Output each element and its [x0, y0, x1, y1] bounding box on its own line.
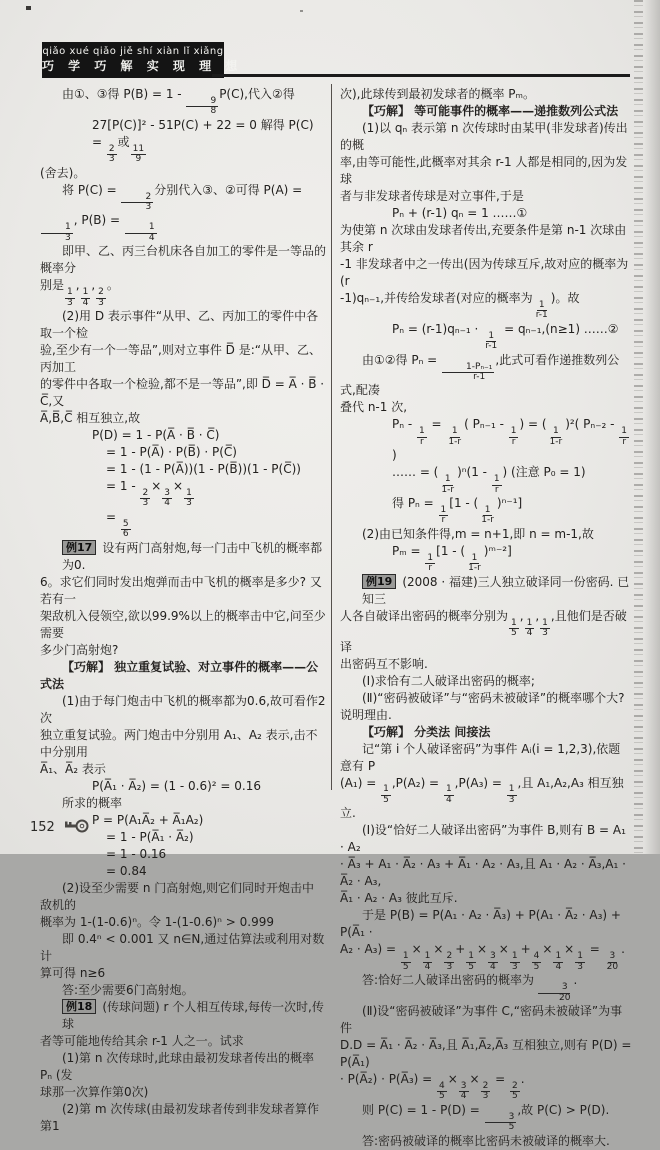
text-line: (Ⅰ)设“恰好二人破译出密码”为事件 B,则有 B = A₁ · A₂	[340, 823, 626, 855]
fraction: $\frac{2}{3}$	[446, 951, 453, 972]
text-line: -1 非发球者中之一传出(因为传球互斥,故对应的概率为(r	[340, 257, 629, 288]
header-rule	[212, 74, 630, 77]
text-line: 的零件中各取一个检验,都不是一等品”,即 D̅ = A̅ · B̅ · C̅,又	[40, 377, 325, 409]
fraction: $\frac{1}{4}$	[445, 784, 452, 805]
fraction: $\frac{2}{3}$	[482, 1080, 489, 1102]
fraction: $\frac{1}{1-r}$	[468, 552, 481, 574]
fraction: $\frac{1}{5}$	[511, 617, 517, 639]
text-line: 概率为 1-(1-0.6)ⁿ。令 1-(1-0.6)ⁿ > 0.999	[40, 914, 274, 929]
text-line: 独立重复试验。两门炮击中分别用 A₁、A₂ 表示,击不中分别用	[40, 727, 318, 759]
text-line: 多少门高射炮?	[40, 642, 119, 657]
text-line: 则 P(C) = 1 - P(D) = $\frac{3}{5}$ ,故 P(C) > P(D).	[362, 1102, 610, 1133]
text-line: = $\frac{5}{6}$	[106, 509, 129, 540]
text-line: 所求的概率	[62, 795, 123, 810]
text-line: 即 0.4ⁿ < 0.001 又 n∈N,通过估算法或利用对数计	[40, 931, 325, 963]
text-line: · P(A̅₂) · P(A̅₃) = $\frac{4}{5}$ × $\frac{3}{4}$ × $\frac{2}{3}$ = $\frac{2}{5}$ .	[340, 1071, 525, 1102]
text-line: A̅₁、A̅₂ 表示	[40, 761, 106, 776]
fraction: $\frac{3}{4}$	[164, 488, 170, 509]
text-line: (Ⅱ)设“密码被破译”为事件 C,“密码未被破译”为事件	[340, 1003, 623, 1035]
text-line: 即甲、乙、丙三台机床各自加工的零件是一等品的概率分	[40, 244, 327, 276]
example-label: 例17	[62, 540, 96, 555]
text-line: (1)第 n 次传球时,此球由最初发球者传出的概率 Pₙ (发	[40, 1050, 315, 1082]
fraction: $\frac{4}{5}$	[439, 1080, 445, 1102]
fraction: $\frac{3}{20}$	[606, 951, 619, 972]
fraction: $\frac{1}{r}$	[493, 474, 500, 495]
chapter-header-banner	[42, 42, 243, 78]
text-line: (1)由于每门炮击中飞机的概率都为0.6,故可看作2次	[40, 693, 326, 725]
page-edge-shadow	[644, 0, 660, 854]
text-line: 6。求它们同时发出炮弹而击中飞机的概率是多少? 又若有一	[40, 574, 322, 606]
text-line: P(D) = 1 - P(A̅ · B̅ · C̅)	[92, 428, 220, 443]
example-line: 例19 (2008 · 福建)三人独立破译同一份密码. 已知三	[362, 574, 630, 606]
column-divider	[331, 84, 332, 790]
text-line: -1)qₙ₋₁,并传给发球者(对应的概率为 $\frac{1}{r-1}$ )。故	[340, 291, 580, 321]
text-line: (2)设至少需要 n 门高射炮,则它们同时开炮击中敌机的	[40, 880, 315, 912]
fraction: $\frac{1}{5}$	[468, 951, 474, 972]
fraction: $\frac{11}{9}$	[132, 143, 145, 165]
example-label: 例19	[362, 574, 396, 589]
example-label: 例18	[62, 999, 96, 1014]
fraction: $\frac{1}{4}$	[526, 617, 533, 639]
fraction: $\frac{1}{5}$	[402, 951, 409, 972]
fraction: $\frac{2}{3}$	[98, 287, 104, 308]
fraction: $\frac{1}{3}$	[508, 784, 515, 805]
text-line: …… = ( $\frac{1}{1-r}$ )ⁿ(1 - $\frac{1}{r}$ ) (注意 P₀ = 1)	[392, 465, 586, 495]
text-line: 将 P(C) = $\frac{2}{3}$ 分别代入③、②可得 P(A) = $\frac{1}{3}$ , P(B) = $\frac{1}{4}$	[40, 182, 326, 244]
text-line: (2)由已知条件得,m = n+1,即 n = m-1,故	[362, 526, 594, 541]
text-line: = 1 - (1 - P(A̅))(1 - P(B̅))(1 - P(C̅))	[106, 462, 301, 477]
example-line: 例17 设有两门高射炮,每一门击中飞机的概率都为0.	[62, 540, 323, 572]
fraction: $\frac{2}{3}$	[108, 143, 115, 165]
text-line: (1)以 qₙ 表示第 n 次传球时由某甲(非发球者)传出的概	[340, 121, 628, 152]
text-line: = 1 - P(A̅₁ · A̅₂)	[106, 829, 194, 844]
header-pinyin: qiǎo xué qiǎo jiě shí xiàn lǐ xiǎng	[42, 46, 224, 58]
fraction: $\frac{1}{3}$	[542, 617, 548, 639]
text-line: 为使第 n 次球由发球者传出,充要条件是第 n-1 次球由其余 r	[340, 223, 627, 254]
text-line: = 0.84	[106, 863, 147, 878]
fraction: $\frac{1}{4}$	[555, 951, 562, 972]
scan-speck	[300, 10, 303, 12]
text-line: 叠代 n-1 次,	[340, 400, 408, 415]
text-line: = 1 - 0.16	[106, 846, 167, 861]
right-column	[340, 86, 632, 1150]
text-line: (2)用 D 表示事件“从甲、乙、丙加工的零件中各取一个检	[40, 309, 319, 341]
fraction: $\frac{4}{5}$	[533, 951, 540, 972]
text-line: A̅₁ · A₂ · A₃ 彼此互斥.	[340, 891, 458, 906]
text-line: D.D = A̅₁ · A̅₂ · A̅₃,且 A̅₁,A̅₂,A̅₃ 互相独立,则有 P(D) = P(A̅₁)	[340, 1037, 632, 1069]
fraction: $\frac{3}{20}$	[535, 983, 572, 1003]
text-line: 【巧解】 分类法 间接法	[362, 724, 491, 739]
text-line: (A₁) = $\frac{1}{5}$ ,P(A₂) = $\frac{1}{4}$ ,P(A₃) = $\frac{1}{3}$ ,且 A₁,A₂,A₃ 相互独立.	[340, 775, 624, 821]
text-line: = 1 - P(A̅) · P(B̅) · P(C̅)	[106, 445, 237, 460]
fraction: $\frac{1}{1-r}$	[448, 426, 462, 447]
fraction: $\frac{9}{8}$	[186, 97, 218, 117]
fraction: $\frac{1}{1-r}$	[481, 505, 494, 526]
fraction: $\frac{1}{1-r}$	[441, 474, 455, 495]
fraction: $\frac{1}{r-1}$	[535, 299, 548, 321]
text-line: (2)第 m 次传球(由最初发球者传到非发球者算作第1	[40, 1101, 319, 1133]
text-line: 球那一次算作第0次)	[40, 1084, 149, 1099]
scan-noise-band	[634, 0, 643, 854]
page-number: 152	[30, 820, 55, 835]
fraction: $\frac{2}{3}$	[121, 193, 153, 213]
text-line: 率,由等可能性,此概率对其余 r-1 人都是相同的,因为发球	[340, 155, 628, 186]
text-line: Pₙ + (r-1) qₙ = 1 ……①	[392, 206, 528, 220]
text-line: A₂ · A₃) = $\frac{1}{5}$ × $\frac{1}{4}$ × $\frac{2}{3}$ + $\frac{1}{5}$ × $\frac{3}{4}$ × $\frac{1}{3}$ + $\frac{4}{5}$ × $\frac{1}{4}$ × $\frac{1}{3}$ = $\frac{3}{20}$ .	[340, 942, 625, 972]
text-line: 【巧解】 等可能事件的概率——递推数列公式法	[362, 104, 619, 118]
text-line: 答:恰好二人破译出密码的概率为 $\frac{3}{20}$ .	[362, 973, 578, 1003]
text-line: 说明理由.	[340, 707, 392, 722]
text-line: · A̅₃ + A₁ · A̅₂ · A₃ + A̅₁ · A₂ · A₃,且 A₁ · A₂ · A̅₃,A₁ · A̅₂ · A₃,	[340, 857, 626, 889]
text-line: 次),此球传到最初发球者的概率 Pₘ。	[340, 87, 536, 101]
text-line: 答:至少需要6门高射炮。	[62, 982, 194, 997]
left-column	[40, 86, 326, 1135]
fraction: $\frac{3}{5}$	[485, 1113, 517, 1133]
fraction: $\frac{1}{4}$	[82, 287, 89, 308]
fraction: $\frac{1}{r}$	[427, 552, 434, 574]
header-title: 巧 学 巧 解 实 现 理 想	[42, 58, 243, 73]
text-line: 人各自破译出密码的概率分别为 $\frac{1}{5}$ , $\frac{1}{4}$ , $\frac{1}{3}$ ,且他们是否破译	[340, 608, 627, 654]
key-logo-icon	[63, 818, 89, 837]
fraction: $\frac{1}{1-r}$	[549, 426, 563, 447]
fraction: $\frac{1}{r-1}$	[485, 330, 498, 352]
text-line: 出密码互不影响.	[340, 656, 428, 671]
text-line: 于是 P(B) = P(A₁ · A₂ · A̅₃) + P(A₁ · A̅₂ · A₃) + P(A̅₁ ·	[340, 908, 621, 940]
text-line: 者等可能地传给其余 r-1 人之一。试求	[40, 1033, 244, 1048]
text-line: A̅,B̅,C̅ 相互独立,故	[40, 411, 141, 426]
text-line: (Ⅰ)求恰有二人破译出密码的概率;	[362, 673, 535, 688]
fraction: $\frac{2}{3}$	[142, 488, 149, 509]
text-line: 由①②得 Pₙ = $\frac{\text{1-Pₙ₋₁}}{r-1}$ ,此式可看作递推数列公式,配凑	[340, 352, 620, 398]
fraction: $\frac{1}{3}$	[511, 951, 518, 972]
fraction: $\frac{1}{4}$	[125, 223, 157, 243]
text-line: 【巧解】 独立重复试验、对立事件的概率——公式法	[40, 659, 319, 691]
text-line: 算可得 n≥6	[40, 965, 106, 980]
fraction: $\frac{1}{3}$	[577, 951, 583, 972]
text-line: 记“第 i 个人破译密码”为事件 Aᵢ(i = 1,2,3),依题意有 P	[340, 741, 621, 773]
text-line: = 1 - $\frac{2}{3}$ × $\frac{3}{4}$ × $\frac{1}{3}$	[106, 479, 192, 509]
text-line: 别是 $\frac{1}{3}$ , $\frac{1}{4}$ , $\frac{2}{3}$ 。	[40, 278, 119, 308]
text-line: P = P(A₁A̅₂ + A̅₁A₂)	[92, 812, 204, 827]
fraction: $\frac{3}{4}$	[460, 1080, 467, 1102]
text-line: 者与非发球者传球是对立事件,于是	[340, 189, 524, 203]
fraction: $\frac{1}{r}$	[418, 426, 425, 447]
text-line: Pₙ = (r-1)qₙ₋₁ · $\frac{1}{r-1}$ = qₙ₋₁,(n≥1) ……②	[392, 321, 619, 352]
fraction: $\frac{1}{r}$	[621, 426, 628, 447]
text-line: Pₘ = $\frac{1}{r}$ [1 - ( $\frac{1}{1-r}$ )ᵐ⁻²]	[392, 543, 512, 574]
text-line: (舍去)。	[40, 165, 86, 180]
fraction: $\frac{1}{r}$	[510, 426, 517, 447]
example-line: 例18 (传球问题) r 个人相互传球,每传一次时,传球	[62, 999, 324, 1031]
text-line: 得 Pₙ = $\frac{1}{r}$ [1 - ( $\frac{1}{1-r}$ )ⁿ⁻¹]	[392, 496, 523, 526]
text-line: P(A̅₁ · A̅₂) = (1 - 0.6)² = 0.16	[92, 778, 262, 793]
fraction: $\frac{1}{4}$	[424, 951, 431, 972]
fraction: $\frac{1}{3}$	[41, 223, 73, 243]
fraction: $\frac{5}{6}$	[122, 518, 129, 540]
fraction: $\frac{3}{4}$	[490, 951, 496, 972]
text-line: 验,至少有一个一等品”,则对立事件 D̅ 是:“从甲、乙、丙加工	[40, 343, 321, 375]
text-line: 27[P(C)]² - 51P(C) + 22 = 0 解得 P(C) = $\frac{2}{3}$ 或 $\frac{11}{9}$	[92, 117, 314, 165]
text-line: (Ⅱ)“密码被破译”与“密码未被破译”的概率哪个大?	[362, 690, 625, 705]
text-line: 由①、③得 P(B) = 1 - $\frac{9}{8}$ P(C),代入②得	[62, 87, 295, 117]
scan-speck	[26, 6, 31, 10]
text-line: 答:密码被破译的概率比密码未被破译的概率大.	[362, 1133, 610, 1148]
page-footer	[30, 818, 89, 837]
text-line: 架敌机入侵领空,欲以99.9%以上的概率击中它,问至少需要	[40, 608, 326, 640]
fraction: $\frac{1}{5}$	[383, 784, 389, 805]
fraction: $\frac{2}{5}$	[512, 1080, 518, 1102]
fraction: $\frac{\text{1-Pₙ₋₁}}{r-1}$	[442, 363, 494, 383]
text-line: Pₙ - $\frac{1}{r}$ = $\frac{1}{1-r}$ ( Pₙ₋₁ - $\frac{1}{r}$ ) = ( $\frac{1}{1-r}$ )²( Pₙ₋₂ - $\frac{1}{r}$ )	[392, 417, 628, 463]
fraction: $\frac{1}{3}$	[67, 287, 73, 308]
fraction: $\frac{1}{3}$	[186, 488, 192, 509]
fraction: $\frac{1}{r}$	[440, 505, 447, 526]
